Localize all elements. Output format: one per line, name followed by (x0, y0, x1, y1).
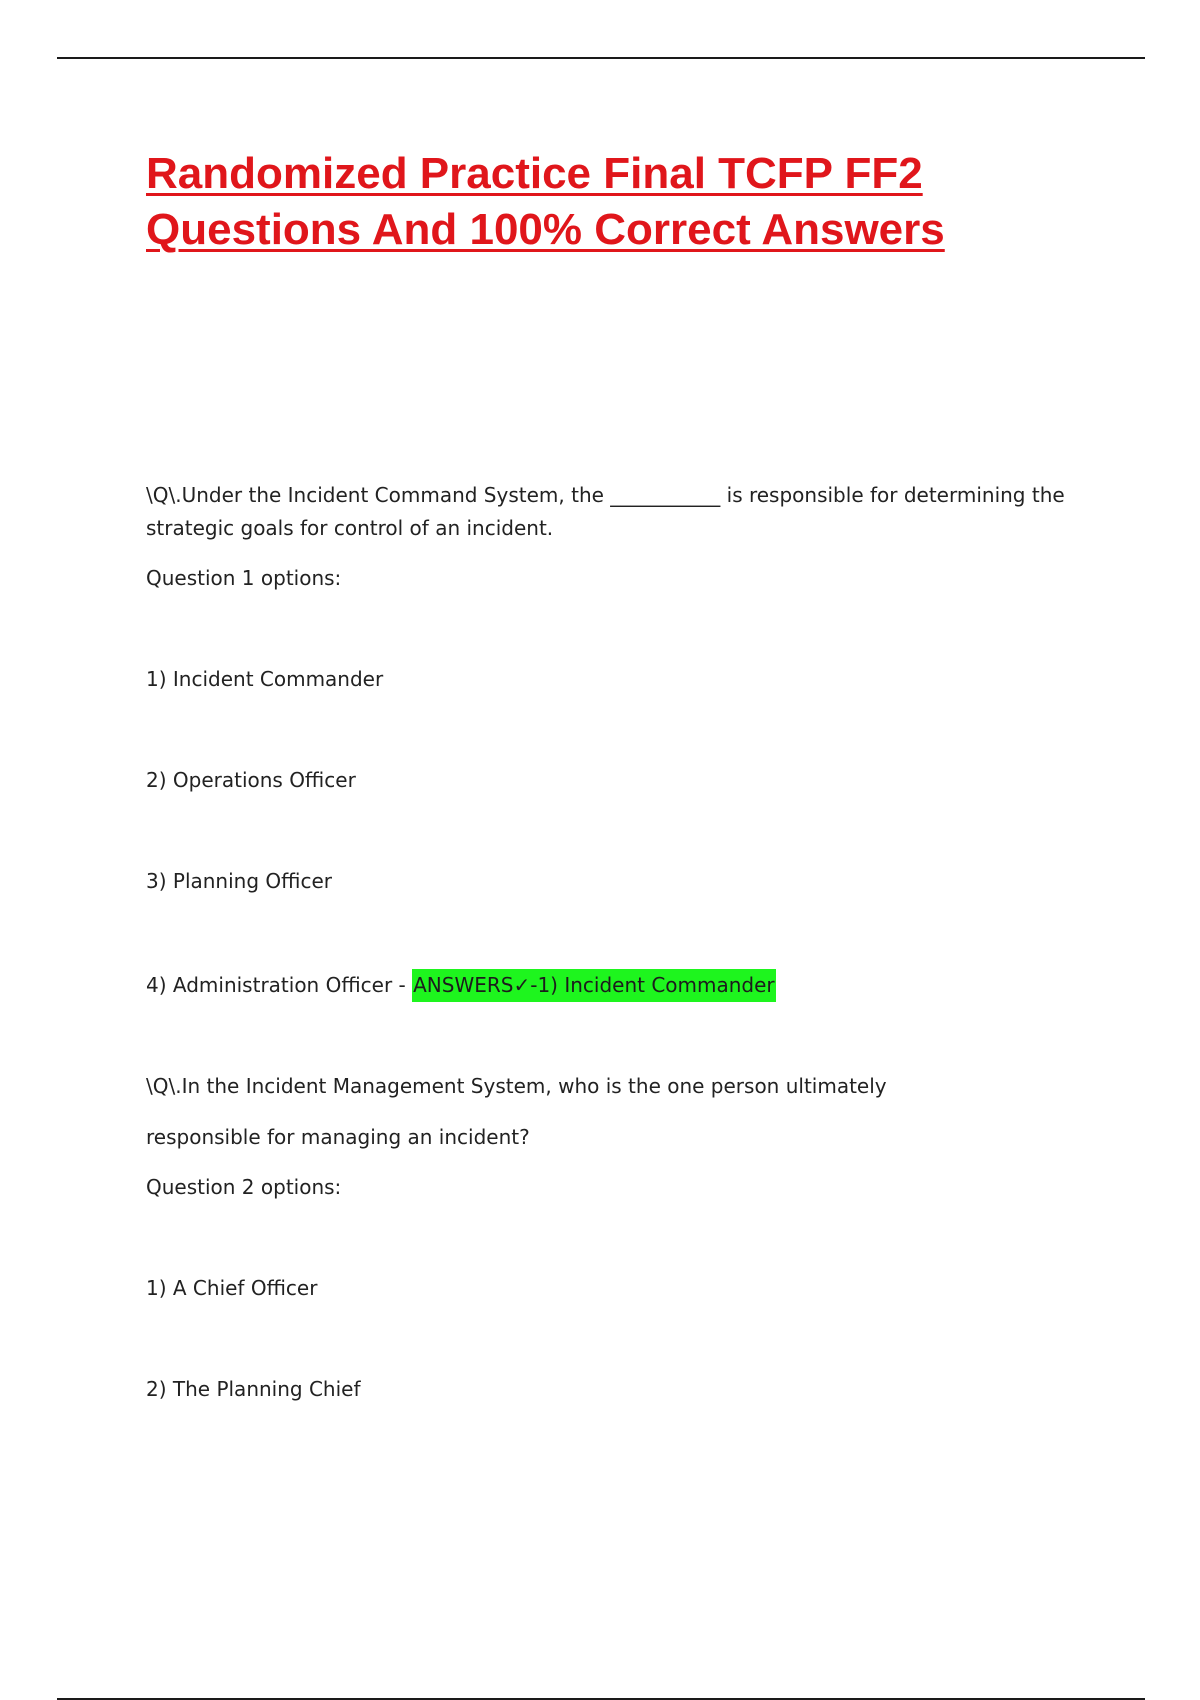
question-1-option-4: 4) Administration Officer - (146, 973, 413, 997)
title-line-1: Randomized Practice Final TCFP FF2 (146, 149, 923, 198)
question-2-options-label: Question 2 options: (146, 1175, 342, 1199)
question-1-prompt-line-2: strategic goals for control of an incident. (146, 516, 554, 540)
question-1-options-label: Question 1 options: (146, 566, 342, 590)
document-title (146, 146, 1126, 258)
question-1-option-2: 2) Operations Officer (146, 768, 356, 792)
top-rule (57, 57, 1145, 59)
question-2-option-1: 1) A Chief Officer (146, 1276, 318, 1300)
question-1-prompt-line-1: \Q\.Under the Incident Command System, the ___________ is responsible for determining the (146, 483, 1065, 507)
title-line-2: Questions And 100% Correct Answers (146, 205, 945, 254)
question-1-option-4-row (146, 971, 776, 999)
question-2-prompt-line-2: responsible for managing an incident? (146, 1125, 530, 1149)
question-2-option-2: 2) The Planning Chief (146, 1377, 361, 1401)
question-1-option-1: 1) Incident Commander (146, 667, 384, 691)
question-1-option-3: 3) Planning Officer (146, 869, 332, 893)
question-1-answer-highlight: ANSWERS✓-1) Incident Commander (412, 969, 776, 1002)
question-2-prompt-line-1: \Q\.In the Incident Management System, who is the one person ultimately (146, 1074, 887, 1098)
